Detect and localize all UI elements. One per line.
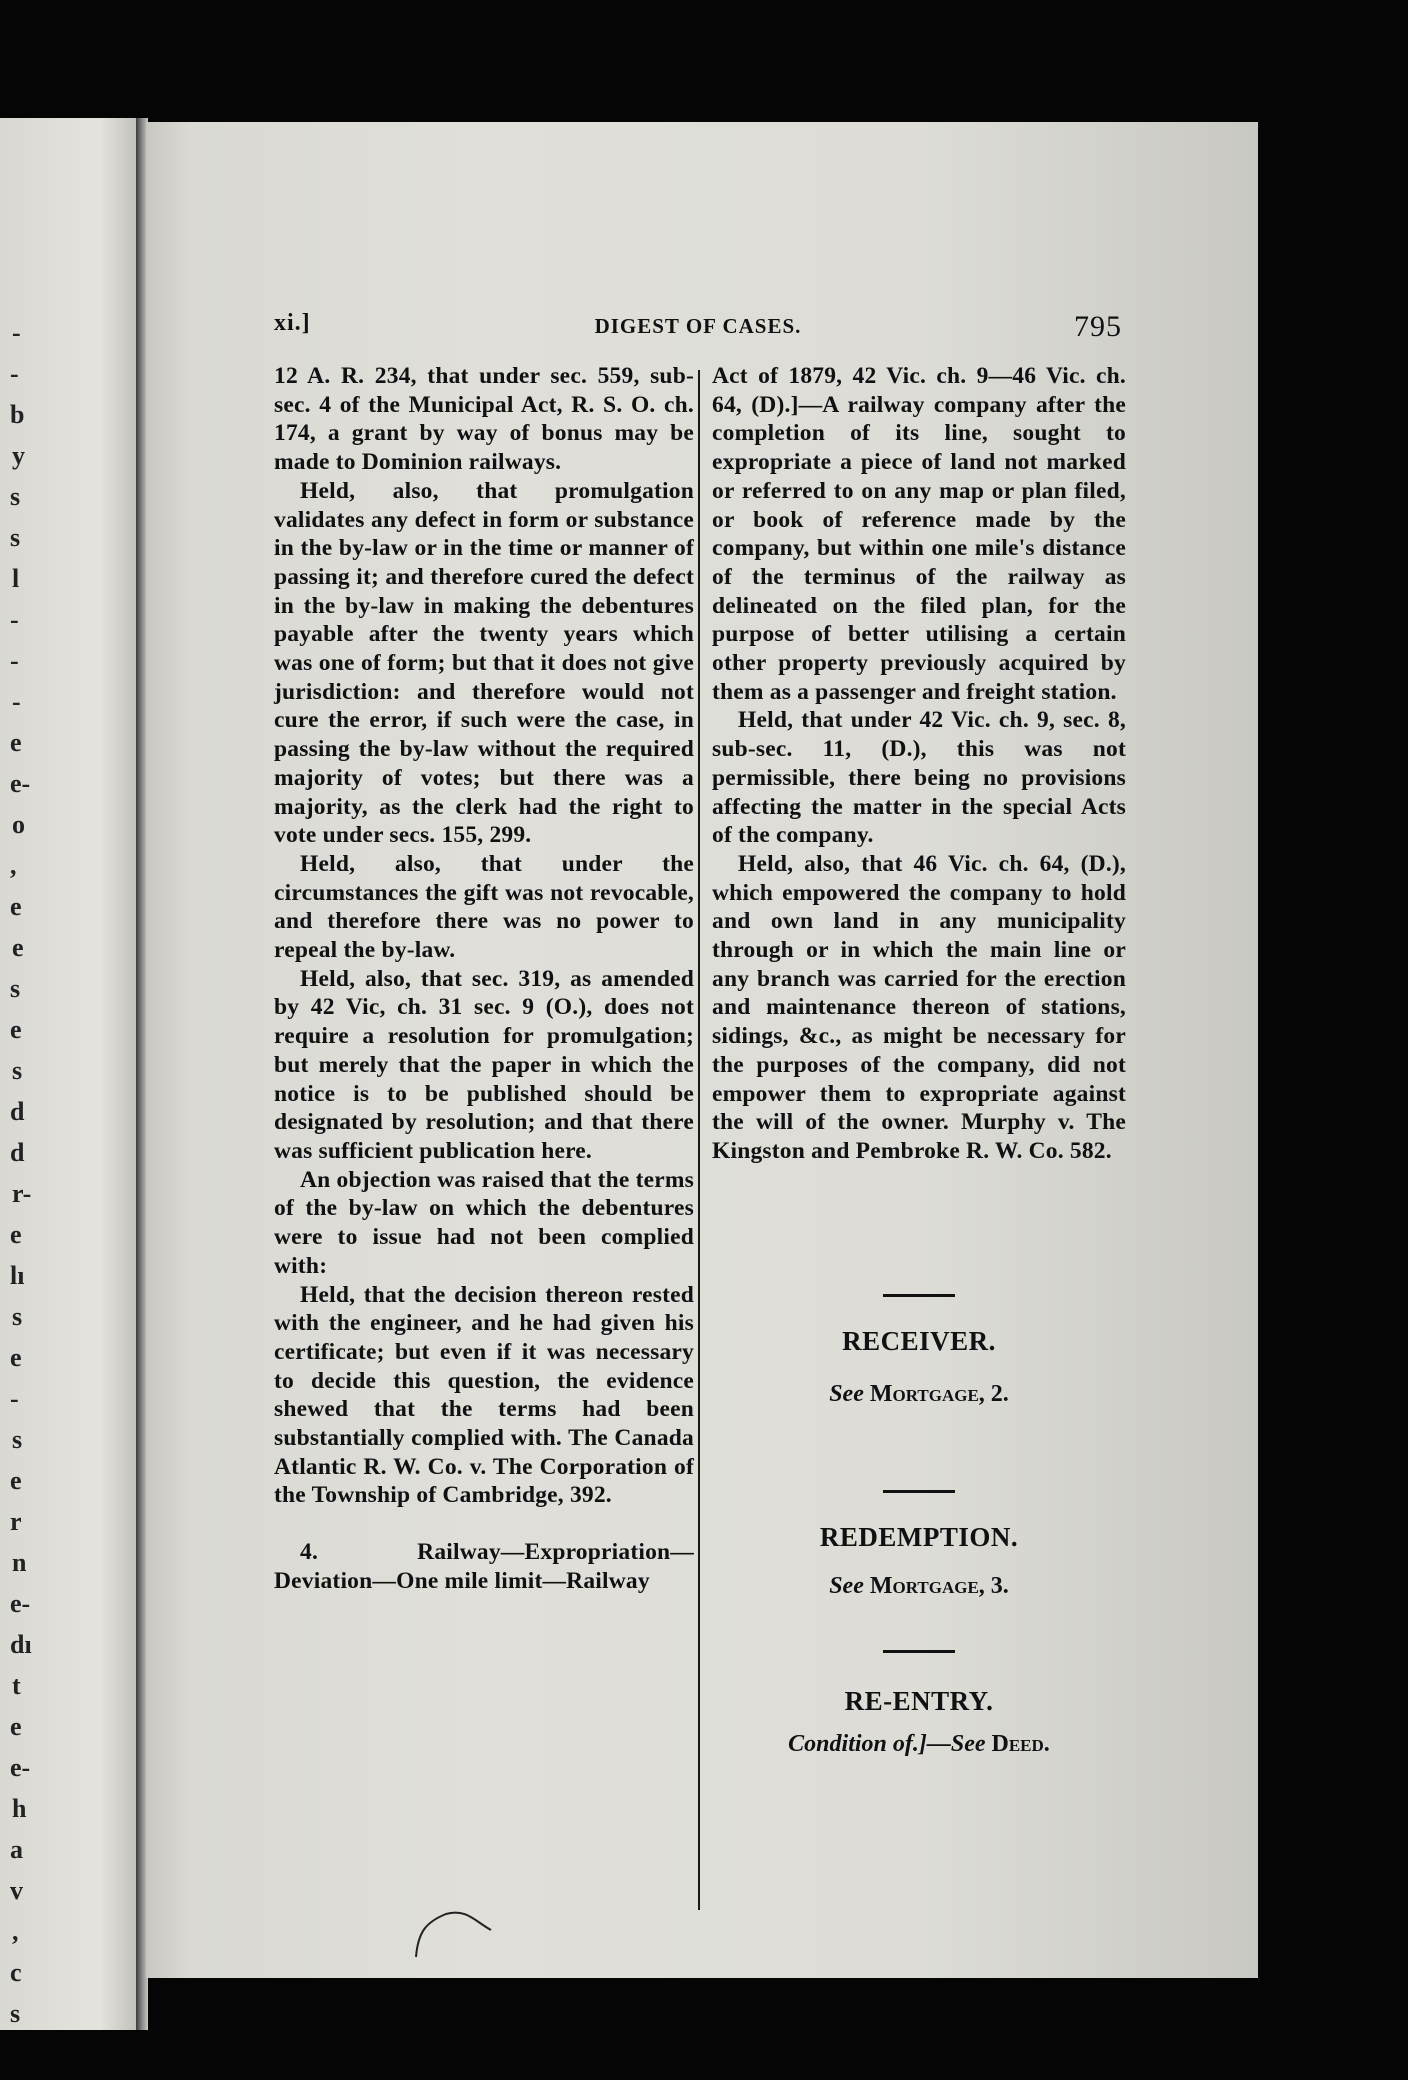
margin-character: s	[10, 974, 21, 1003]
previous-page-edge	[0, 118, 142, 2030]
chapter-marker: xi.]	[274, 310, 311, 336]
margin-character: h	[12, 1794, 27, 1823]
margin-character: -	[10, 646, 19, 675]
margin-character: e	[10, 1466, 22, 1495]
margin-character: e	[12, 933, 24, 962]
margin-character: y	[12, 441, 25, 470]
margin-character: e	[10, 1015, 22, 1044]
see-label: See	[829, 1381, 864, 1407]
margin-character: s	[10, 482, 21, 511]
margin-character: d	[10, 1138, 25, 1167]
right-column	[712, 362, 1126, 1166]
book-page	[146, 122, 1258, 1978]
margin-character: v	[10, 1876, 23, 1905]
margin-character: e	[10, 1220, 22, 1249]
margin-character: e	[10, 1712, 22, 1741]
see-label: Condition of.]—See	[788, 1731, 986, 1757]
margin-character: lı	[10, 1261, 25, 1290]
left-column	[274, 362, 694, 1596]
see-label: See	[829, 1573, 864, 1599]
section-re-entry	[712, 1650, 1126, 1758]
margin-character: s	[12, 1056, 23, 1085]
margin-character: b	[10, 400, 25, 429]
margin-character: dı	[10, 1630, 32, 1659]
margin-character: ,	[12, 1917, 19, 1946]
margin-character: l	[12, 564, 20, 593]
section-title: REDEMPTION.	[819, 1522, 1019, 1552]
section-rule	[883, 1650, 955, 1653]
section-rule	[883, 1294, 955, 1297]
margin-character: -	[12, 687, 21, 716]
margin-character: e-	[10, 769, 31, 798]
cross-reference	[712, 1381, 1126, 1408]
column-divider	[698, 370, 700, 1910]
margin-character: o	[12, 810, 25, 839]
running-head	[274, 310, 1122, 350]
margin-character: r-	[12, 1179, 32, 1208]
margin-character: ,	[10, 851, 17, 880]
section-redemption	[712, 1490, 1126, 1600]
margin-character: e	[10, 892, 22, 921]
margin-character: -	[10, 359, 19, 388]
margin-character: -	[12, 318, 21, 347]
margin-character: s	[12, 1425, 23, 1454]
margin-character: t	[12, 1671, 21, 1700]
paragraph: Act of 1879, 42 Vic. ch. 9—46 Vic. ch. 64, (D).]—A railway company after the completion of its line, sought to expropriate a piece of land not marked or referred to on any map or plan filed, or book of reference made by the company, but within one mile's distance of the terminus of the railway as delineated on the filed plan, for the purpose of better utilising a certain other property previously acquired by them as a passenger and freight station.	[712, 363, 1126, 705]
margin-character: e	[10, 728, 22, 757]
paragraph: 12 A. R. 234, that under sec. 559, sub-sec. 4 of the Municipal Act, R. S. O. ch. 174, a grant by way of bonus may be made to Dominion railways.	[274, 363, 694, 476]
paragraph: Held, also, that under the circumstances the gift was not revocable, and therefore there was no power to repeal the by-law.	[274, 850, 694, 964]
running-title: DIGEST OF CASES.	[594, 314, 802, 338]
margin-character: s	[10, 523, 21, 552]
paragraph: Held, that under 42 Vic. ch. 9, sec. 8, sub-sec. 11, (D.), this was not permissible, there being no provisions affecting the matter in the special Acts of the company.	[712, 707, 1126, 849]
margin-character: s	[12, 1302, 23, 1331]
margin-character: c	[10, 1958, 22, 1987]
reference-target: Mortgage, 3.	[869, 1573, 1009, 1599]
cross-reference	[712, 1731, 1126, 1758]
margin-character: -	[10, 1384, 19, 1413]
margin-character: e-	[10, 1589, 31, 1618]
page-number: 795	[1074, 310, 1122, 343]
margin-character: -	[10, 605, 19, 634]
reference-target: Mortgage, 2.	[869, 1381, 1009, 1407]
paragraph: An objection was raised that the terms of the by-law on which the debentures were to issue had not been complied with:	[274, 1166, 694, 1279]
margin-character: n	[12, 1548, 27, 1577]
margin-character: e	[10, 1343, 22, 1372]
previous-page-margin-text	[10, 118, 130, 2030]
section-title: RE-ENTRY.	[844, 1686, 994, 1716]
section-title: RECEIVER.	[842, 1326, 996, 1356]
margin-character: a	[10, 1835, 23, 1864]
reference-target: Deed.	[991, 1731, 1050, 1757]
paragraph: Held, also, that promulgation validates any defect in form or substance in the by-law or in the time or manner of passing it; and therefore cured the defect in the by-law in making the debentures payable after the twenty years which was one of form; but that it does not give jurisdiction: and therefore would not cure the error, if such were the case, in passing the by-law without the required majority of votes; but there was a majority, as the clerk had the right to vote under secs. 155, 299.	[274, 477, 694, 849]
paragraph: Held, also, that 46 Vic. ch. 64, (D.), which empowered the company to hold and own land in any municipality through or in which the main line or any branch was carried for the erection and maintenance thereon of stations, sidings, &c., as might be necessary for the purposes of the company, did not empower them to expropriate against the will of the owner. Murphy v. The Kingston and Pembroke R. W. Co. 582.	[712, 850, 1126, 1164]
section-rule	[883, 1490, 955, 1493]
margin-character: d	[10, 1097, 25, 1126]
paragraph: Held, also, that sec. 319, as amended by 42 Vic, ch. 31 sec. 9 (O.), does not require a resolution for promulgation; but merely that the paper in which the notice is to be published should be designated by resolution; and that there was sufficient publication here.	[274, 965, 694, 1164]
pen-mark	[406, 1892, 526, 1962]
margin-character: s	[10, 1999, 21, 2028]
paragraph: 4. Railway—Expropriation—Deviation—One mile limit—Railway	[274, 1539, 694, 1594]
paragraph: Held, that the decision thereon rested with the engineer, and he had given his certificate; but even if it was necessary to decide this question, the evidence shewed that the terms had been substantially complied with. The Canada Atlantic R. W. Co. v. The Corporation of the Township of Cambridge, 392.	[274, 1281, 694, 1509]
margin-character: r	[10, 1507, 22, 1536]
cross-reference	[712, 1573, 1126, 1600]
margin-character: e-	[10, 1753, 31, 1782]
section-receiver	[712, 1294, 1126, 1408]
